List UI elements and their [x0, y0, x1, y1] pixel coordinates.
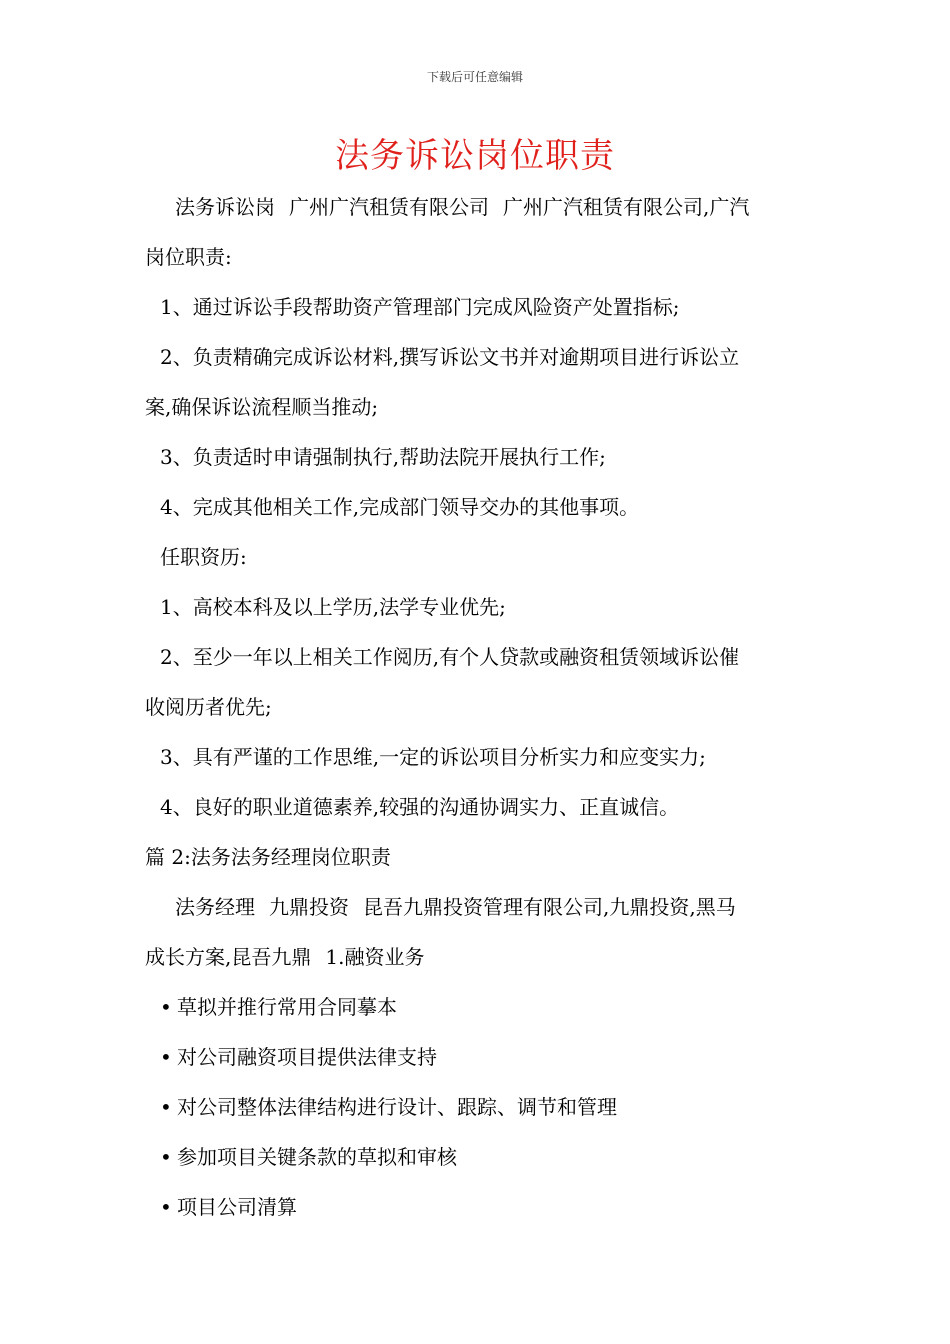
duty-4: 4、完成其他相关工作,完成部门领导交办的其他事项。	[160, 495, 640, 519]
document-title: 法务诉讼岗位职责	[335, 136, 615, 176]
bullet-text: 参加项目关键条款的草拟和审核	[177, 1145, 457, 1169]
bullet-item	[145, 1082, 815, 1132]
qual-heading: 任职资历:	[160, 545, 247, 569]
qual-2: 2、至少一年以上相关工作阅历,有个人贷款或融资租赁领域诉讼催	[160, 645, 740, 669]
bullet-icon: •	[160, 1095, 172, 1119]
s2-intro-a: 法务经理	[175, 895, 255, 919]
bullet-icon: •	[160, 1045, 172, 1069]
qual-4: 4、良好的职业道德素养,较强的沟通协调实力、正直诚信。	[160, 795, 680, 819]
s1-intro-line2: 岗位职责:	[145, 245, 232, 269]
bullet-icon: •	[160, 1145, 172, 1169]
duty-2-cont: 案,确保诉讼流程顺当推动;	[145, 395, 379, 419]
page-header: 下载后可任意编辑	[426, 70, 523, 84]
s2-intro-b: 九鼎投资	[269, 895, 349, 919]
s1-intro-a: 法务诉讼岗	[175, 195, 275, 219]
s1-intro-c: 广州广汽租赁有限公司,广汽	[503, 195, 750, 219]
s2-intro-line2	[145, 932, 815, 982]
bullet-text: 对公司融资项目提供法律支持	[177, 1045, 437, 1069]
qual-3: 3、具有严谨的工作思维,一定的诉讼项目分析实力和应变实力;	[160, 745, 706, 769]
bullet-text: 草拟并推行常用合同摹本	[177, 995, 397, 1019]
document-body	[145, 182, 815, 1232]
duty-3: 3、负责适时申请强制执行,帮助法院开展执行工作;	[160, 445, 606, 469]
s2-intro-line1	[145, 882, 815, 932]
qual-2-cont: 收阅历者优先;	[145, 695, 272, 719]
s1-intro-b: 广州广汽租赁有限公司	[289, 195, 489, 219]
bullet-text: 项目公司清算	[177, 1195, 297, 1219]
duty-1: 1、通过诉讼手段帮助资产管理部门完成风险资产处置指标;	[160, 295, 680, 319]
bullet-item	[145, 982, 815, 1032]
s2-intro-c: 昆吾九鼎投资管理有限公司,九鼎投资,黑马	[363, 895, 736, 919]
s1-intro-line1	[145, 182, 815, 232]
qual-1: 1、高校本科及以上学历,法学专业优先;	[160, 595, 506, 619]
bullet-icon: •	[160, 1195, 172, 1219]
bullet-item	[145, 1032, 815, 1082]
bullet-item	[145, 1132, 815, 1182]
bullet-text: 对公司整体法律结构进行设计、跟踪、调节和管理	[177, 1095, 617, 1119]
section2-heading: 篇 2:法务法务经理岗位职责	[145, 845, 391, 869]
bullet-icon: •	[160, 995, 172, 1019]
duty-2: 2、负责精确完成诉讼材料,撰写诉讼文书并对逾期项目进行诉讼立	[160, 345, 740, 369]
s2-intro2-b: 1.融资业务	[325, 945, 425, 969]
s2-intro2-a: 成长方案,昆吾九鼎	[145, 945, 312, 969]
bullet-item	[145, 1182, 815, 1232]
